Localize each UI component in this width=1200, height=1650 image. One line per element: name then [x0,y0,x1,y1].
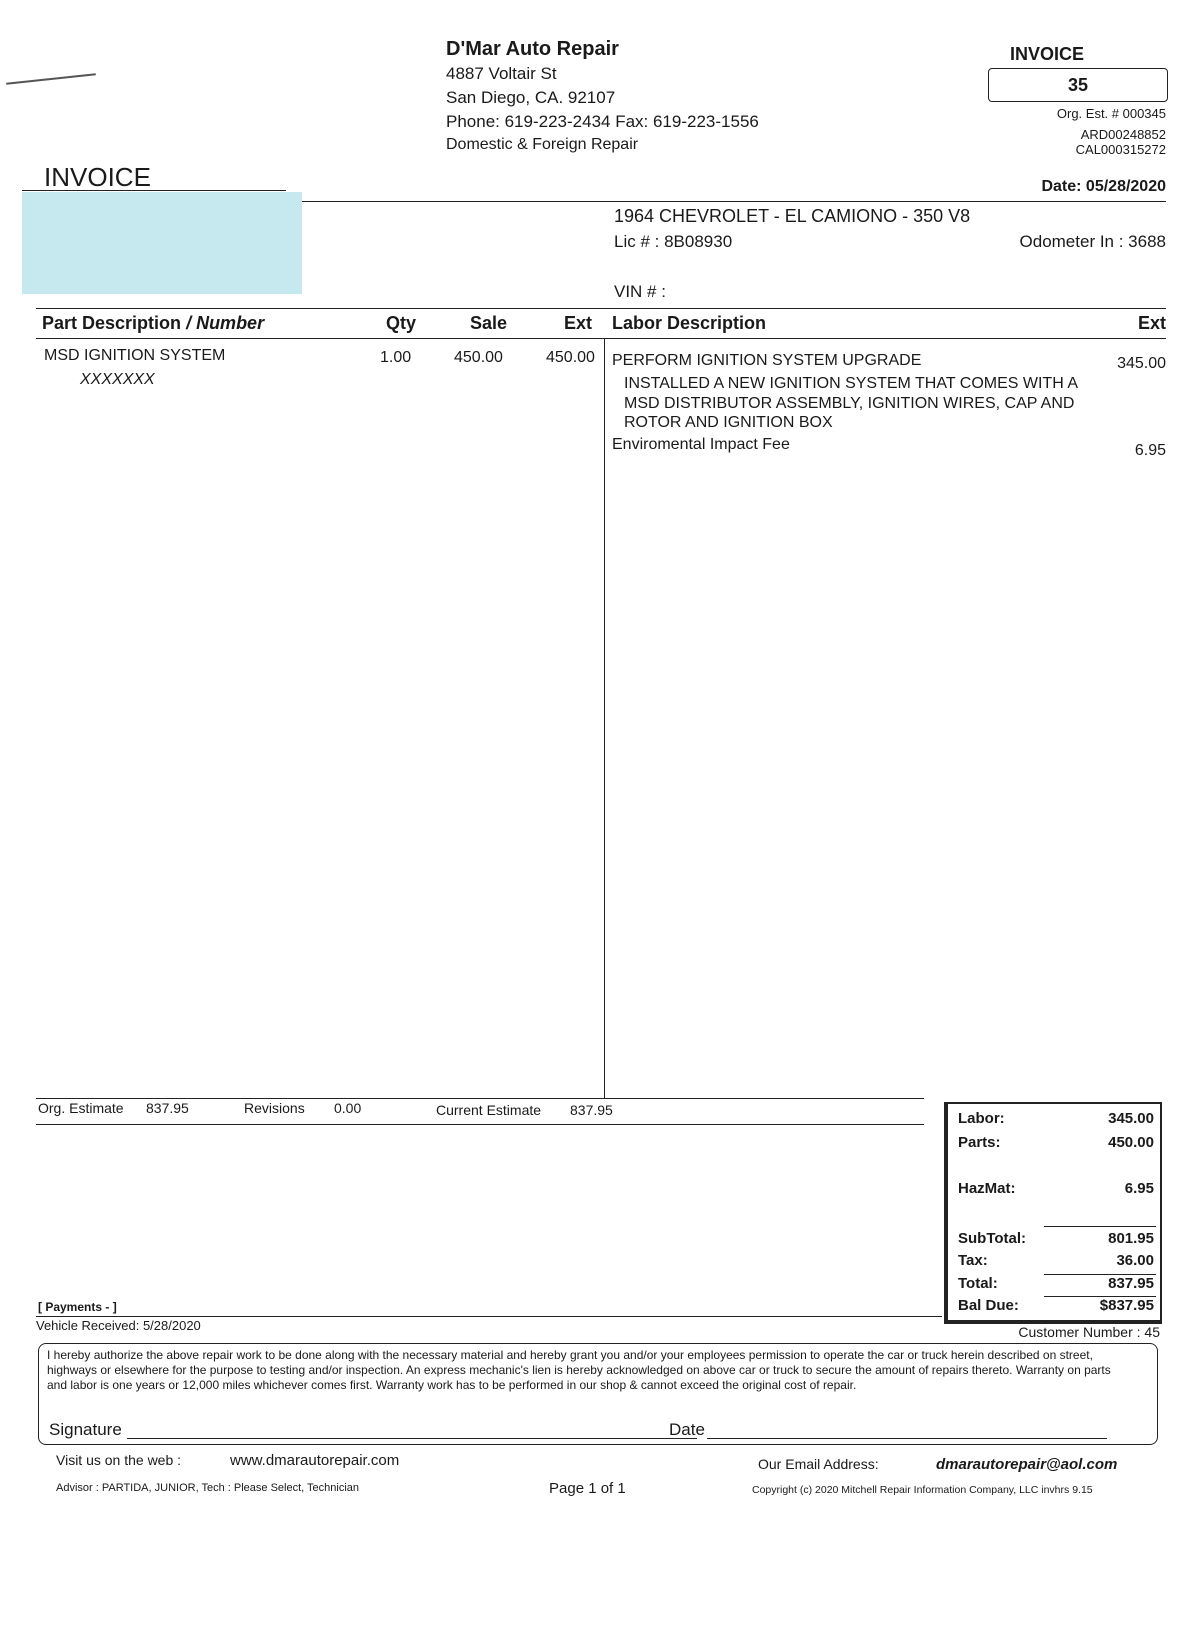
invoice-number-box [988,68,1168,102]
totals-tax-value: 36.00 [1116,1252,1154,1269]
totals-total-value: 837.95 [1108,1275,1154,1292]
totals-tax-label: Tax: [958,1252,988,1269]
part-qty: 1.00 [380,349,412,366]
payments-rule [36,1316,942,1317]
totals-hazmat-value: 6.95 [1124,1180,1154,1197]
web-url[interactable]: www.dmarautorepair.com [230,1452,400,1469]
part-sale: 450.00 [454,349,503,366]
totals-labor-label: Labor: [958,1110,1005,1127]
payments-label: [ Payments - ] [38,1300,117,1314]
invoice-label: INVOICE [1010,44,1085,64]
part-number: XXXXXXX [80,371,155,388]
document-title: INVOICE [44,162,151,192]
page-number: Page 1 of 1 [549,1480,626,1497]
customer-number: Customer Number : 45 [1018,1324,1160,1340]
current-estimate-label: Current Estimate [436,1102,542,1118]
shop-name: D'Mar Auto Repair [446,38,619,60]
header-labor-description: Labor Description [612,313,767,333]
title-underline [22,190,286,191]
totals-baldue-label: Bal Due: [958,1297,1019,1314]
date-label: Date [669,1420,705,1439]
vin: VIN # : [614,282,666,301]
labor-title: PERFORM IGNITION SYSTEM UPGRADE [612,352,922,369]
revisions-value: 0.00 [334,1100,362,1116]
stray-pen-mark [6,73,96,84]
org-estimate-value: 837.95 [146,1100,189,1116]
invoice-date: Date: 05/28/2020 [1041,178,1166,195]
table-top-rule [36,308,1166,309]
signature-label: Signature [49,1420,122,1439]
authorization-text: I hereby authorize the above repair work to be done along with the necessary material and hereby grant you and/or your employees permission to operate the car or truck herein described on street, highways or elsewhere for the purpose to testing and/or inspection. An express mechanic's lien is hereby acknowledged on above car or truck to secure the amount of repairs thereto. Warranty on parts and labor is one years or 12,000 miles whichever comes first. Warranty work has to be performed in our shop & cannot exceed the original cost of repair. [47,1348,1111,1392]
ard-number: ARD00248852 [1080,127,1166,142]
advisor-tech: Advisor : PARTIDA, JUNIOR, Tech : Please Select, Technician [56,1482,360,1494]
license-plate: Lic # : 8B08930 [614,232,733,251]
revisions-label: Revisions [244,1100,305,1116]
totals-parts-value: 450.00 [1108,1134,1154,1151]
labor-detail-line: ROTOR AND IGNITION BOX [624,414,833,431]
vehicle-description: 1964 CHEVROLET - EL CAMIONO - 350 V8 [614,206,971,226]
totals-labor-value: 345.00 [1108,1110,1154,1127]
vehicle-received: Vehicle Received: 5/28/2020 [36,1318,201,1333]
totals-total-label: Total: [958,1275,998,1292]
header-part-ext: Ext [564,313,593,333]
totals-hazmat-label: HazMat: [958,1180,1016,1197]
shop-phone-fax: Phone: 619-223-2434 Fax: 619-223-1556 [446,112,759,131]
table-header-rule [36,338,1166,339]
header-part-desc-text: Part Description [42,313,182,333]
org-est-number: Org. Est. # 000345 [1056,106,1166,121]
table-column-divider [604,338,605,1098]
totals-subtotal-label: SubTotal: [958,1230,1027,1247]
header-sale: Sale [470,313,508,333]
env-fee-title: Enviromental Impact Fee [612,436,790,453]
part-ext: 450.00 [546,349,595,366]
shop-city: San Diego, CA. 92107 [446,88,616,107]
totals-subtotal-value: 801.95 [1108,1230,1154,1247]
labor-detail-line: MSD DISTRIBUTOR ASSEMBLY, IGNITION WIRES, CAP AND [624,395,1075,412]
part-description: MSD IGNITION SYSTEM [44,347,226,364]
shop-tagline: Domestic & Foreign Repair [446,136,639,153]
header-part-description [42,313,264,334]
authorization-box [38,1343,1158,1445]
labor-detail-line: INSTALLED A NEW IGNITION SYSTEM THAT COMES WITH A [624,375,1078,392]
odometer: Odometer In : 3688 [1019,232,1166,251]
redacted-customer-block [22,192,302,294]
header-qty: Qty [386,313,417,333]
estimate-bottom-rule [36,1124,924,1125]
totals-baldue-value: $837.95 [1099,1297,1154,1314]
signature-line[interactable] [127,1438,697,1439]
estimate-top-rule [36,1098,924,1099]
shop-street: 4887 Voltair St [446,64,557,83]
date-line[interactable] [707,1438,1107,1439]
subtotal-rule [1044,1226,1156,1227]
email-address[interactable]: dmarautorepair@aol.com [936,1456,1118,1473]
web-label: Visit us on the web : [56,1452,182,1468]
copyright: Copyright (c) 2020 Mitchell Repair Information Company, LLC invhrs 9.15 [752,1484,1093,1496]
current-estimate-value: 837.95 [570,1102,613,1118]
cal-number: CAL000315272 [1075,142,1166,157]
header-labor-ext: Ext [1137,313,1166,333]
totals-box [944,1102,1162,1324]
header-part-number-text: / Number [186,313,265,333]
header-rule [300,201,1166,202]
env-fee-ext: 6.95 [1134,442,1166,459]
email-label: Our Email Address: [758,1456,879,1472]
totals-parts-label: Parts: [958,1134,1001,1151]
labor-ext: 345.00 [1117,355,1166,372]
org-estimate-label: Org. Estimate [38,1100,124,1116]
invoice-number: 35 [1067,75,1089,95]
